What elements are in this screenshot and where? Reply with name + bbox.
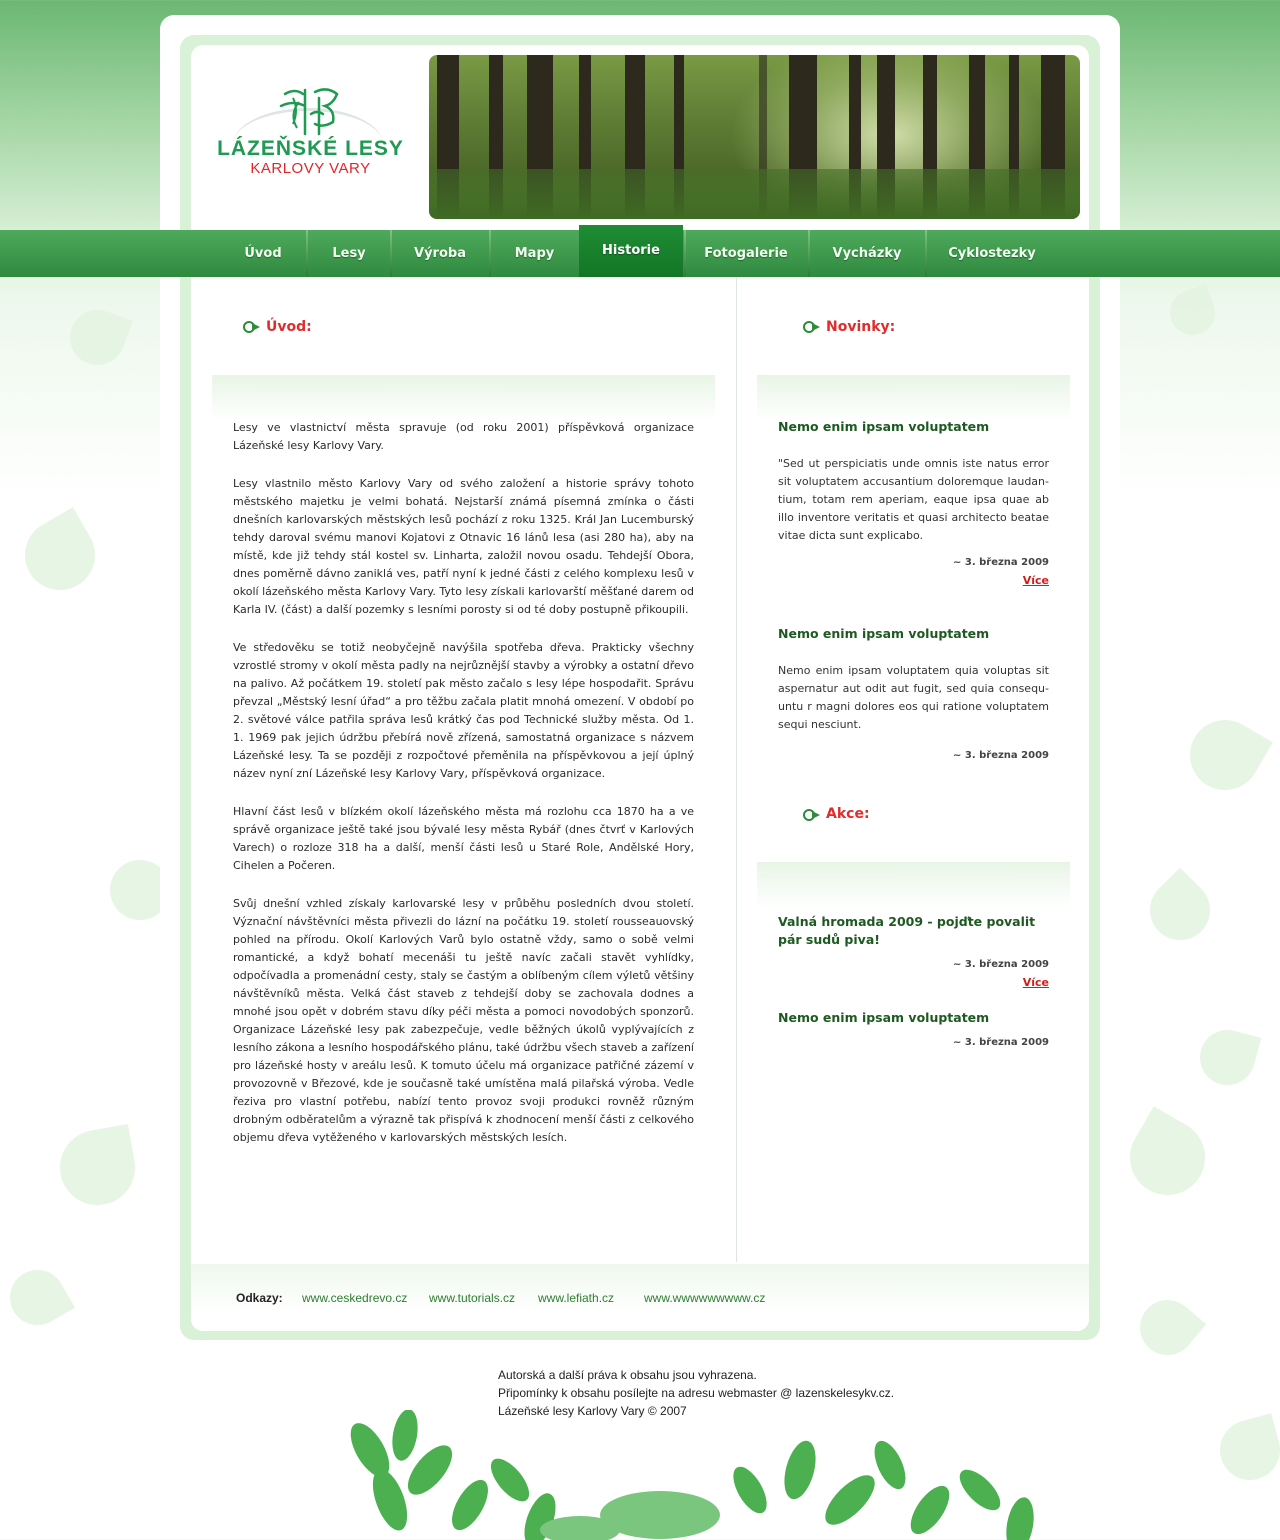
nav-separator — [925, 230, 927, 277]
event-item-title[interactable]: Nemo enim ipsam voluptatem — [778, 1010, 990, 1025]
article-paragraph: Lesy vlastnilo město Karlovy Vary od svého založení a historie správy tohoto městského majetku je velmi bohatá. Nejstarší známá písemná zmínka o části dnešních karlovarských městských lesů pochází z roku 1325. Král Jan Lucemburský tehdy daroval svému manovi Kojatovi z Otnavic 16 lánů lesa (asi 280 ha), aby na místě, kde již tehdy stál kostel sv. Linharta, založil novou osadu. Tehdejší Obora, dnes poměrně dávno zaniklá ves, patří nyní k jedné části z celého komplexu lesů v okolí lázeňského města Karlovy Vary. Tyto lesy získali karlovarští měšťané darem od Karla IV. (část) a další pozemky s lesními porosty si od té doby postupně přikoupili. — [233, 477, 694, 616]
nav-separator — [684, 230, 686, 277]
brand-title: LÁZEŇSKÉ LESY — [217, 137, 404, 160]
news-item-title[interactable]: Nemo enim ipsam voluptatem — [778, 626, 990, 641]
copyright-line: Autorská a další práva k obsahu jsou vyhrazena. — [498, 1368, 757, 1382]
news-item-text: Nemo enim ipsam voluptatem quia voluptas sit aspernatur aut odit aut fugit, sed quia consequ-untu r magni dolores eos qui ratione voluptatem sequi nesciunt. — [778, 664, 1049, 731]
event-item-date: ~ 3. března 2009 — [953, 1037, 1049, 1048]
event-more-link[interactable]: Více — [1022, 976, 1049, 989]
tree-icon — [275, 84, 345, 139]
event-item-title[interactable]: Valná hromada 2009 - pojďte povalit pár sudů piva! — [778, 914, 1036, 947]
news-item-date: ~ 3. března 2009 — [953, 750, 1049, 761]
events-heading: Akce: — [826, 806, 870, 822]
external-link[interactable]: www.tutorials.cz — [429, 1291, 516, 1305]
external-link[interactable]: www.lefiath.cz — [538, 1291, 615, 1305]
arrow-bullet-icon — [243, 321, 261, 333]
nav-item-vyroba[interactable]: Výroba — [414, 246, 466, 261]
main-article — [233, 419, 694, 1167]
main-heading: Úvod: — [266, 319, 312, 335]
main-heading-band — [212, 375, 715, 421]
site-logo[interactable] — [213, 80, 408, 190]
news-item-title[interactable]: Nemo enim ipsam voluptatem — [778, 419, 990, 434]
article-paragraph: Ve středověku se totiž neobyčejně navýšila spotřeba dřeva. Prakticky všechny vzrostlé stromy v okolí města padly na nejrůznější stavby a výrobky a ostatní dřevo na palivo. Až počátkem 19. století pak město začalo s lesy lépe hospodařit. Správu převzal „Městský lesní úřad“ a pro těžbu začala platit mnohá omezení. V období po 2. světové válce patřila správa lesů krátký čas pod Technické služby města. Od 1. 1. 1969 pak jejich údržbu přebírá nově zřízená, samostatná organizace s názvem Lázeňské lesy. Ta se později z rozpočtové přeměnila na příspěvkovou a její úplný název nyní zní Lázeňské lesy Karlovy Vary, příspěvková organizace. — [233, 641, 694, 780]
arrow-bullet-icon — [803, 321, 821, 333]
nav-separator — [306, 230, 308, 277]
nav-item-historie[interactable]: Historie — [602, 243, 660, 258]
article-paragraph: Lesy ve vlastnictví města spravuje (od roku 2001) příspěvková organizace Lázeňské lesy Karlovy Vary. — [233, 421, 694, 452]
external-link[interactable]: www.ceskedrevo.cz — [302, 1291, 408, 1305]
forest-header-image — [429, 55, 1080, 219]
event-item-date: ~ 3. března 2009 — [953, 959, 1049, 970]
article-paragraph: Svůj dnešní vzhled získaly karlovarské lesy v průběhu posledních dvou století. Význační návštěvníci města přivezli do lázní na počátku 19. století rousseauovský pohled na přírodu. Okolí Karlových Varů bylo ostatně vždy, samo o sobě velmi romantické, a když bohatí mecenáši tu ještě navíc začali stavět vyhlídky, odpočívadla a promenádní cesty, staly se častým a oblíbeným cílem výletů většiny návštěvníků města. Velká část staveb z tehdejší doby se zachovala dodnes a mnohé jsou opět v dobrém stavu díky péči města a pomoci novodobých sponzorů. Organizace Lázeňské lesy pak zabezpečuje, vedle běžných úkolů vyplývajících z lesního zákona a lesního hospodářského plánu, také údržbu všech staveb a zařízení pro lázeňské hosty v areálu lesů. K tomuto účelu má organizace patřičné zázemí v provozovně v Březové, kde je současně také umístěna malá pilařská výroba. Vedle řeziva pro vlastní potřebu, nabízí tento provoz svoji produkci rovněž různým drobným odběratelům a výrazně tak přispívá k zhodnocení menší části z celkového objemu dřeva vytěženého v karlovarských městských lesích. — [233, 897, 694, 1144]
article-paragraph: Hlavní část lesů v blízkém okolí lázeňského města má rozlohu cca 1870 ha a ve správě organizace ještě také jsou bývalé lesy města Rybář (dnes čtvrť v Karlových Varech) o rozloze 318 ha a další, menší části lesů u Staré Role, Andělské Hory, Cihelen a Počeren. — [233, 805, 694, 872]
nav-item-lesy[interactable]: Lesy — [332, 246, 366, 261]
news-heading: Novinky: — [826, 319, 896, 335]
links-label: Odkazy: — [236, 1291, 283, 1305]
nav-item-vychazky[interactable]: Vycházky — [832, 246, 902, 261]
news-heading-band — [757, 375, 1070, 421]
column-divider — [736, 277, 737, 1262]
news-item-text: "Sed ut perspiciatis unde omnis iste natus error sit voluptatem accusantium doloremque laudan-tium, totam rem aperiam, eaque ipsa quae ab illo inventore veritatis et quasi architecto beatae vitae dicta sunt explicabo. — [778, 457, 1049, 542]
events-heading-band — [757, 862, 1070, 908]
nav-item-uvod[interactable]: Úvod — [244, 246, 282, 261]
nav-item-mapy[interactable]: Mapy — [514, 246, 555, 261]
nav-item-cyklostezky[interactable]: Cyklostezky — [948, 246, 1036, 261]
external-link[interactable]: www.wwwwwwwww.cz — [644, 1291, 766, 1305]
nav-separator — [390, 230, 392, 277]
arrow-bullet-icon — [803, 809, 821, 821]
nav-item-fotogalerie[interactable]: Fotogalerie — [704, 246, 788, 261]
leaves-decoration — [330, 1410, 1050, 1540]
nav-separator — [808, 230, 810, 277]
nav-separator — [489, 230, 491, 277]
news-item-date: ~ 3. března 2009 — [953, 557, 1049, 568]
copyright-line: Připomínky k obsahu posílejte na adresu webmaster @ lazenskelesykv.cz. — [498, 1386, 895, 1400]
brand-subtitle: KARLOVY VARY — [250, 160, 371, 177]
copyright-line: Lázeňské lesy Karlovy Vary © 2007 — [498, 1404, 687, 1418]
news-more-link[interactable]: Více — [1022, 574, 1049, 587]
